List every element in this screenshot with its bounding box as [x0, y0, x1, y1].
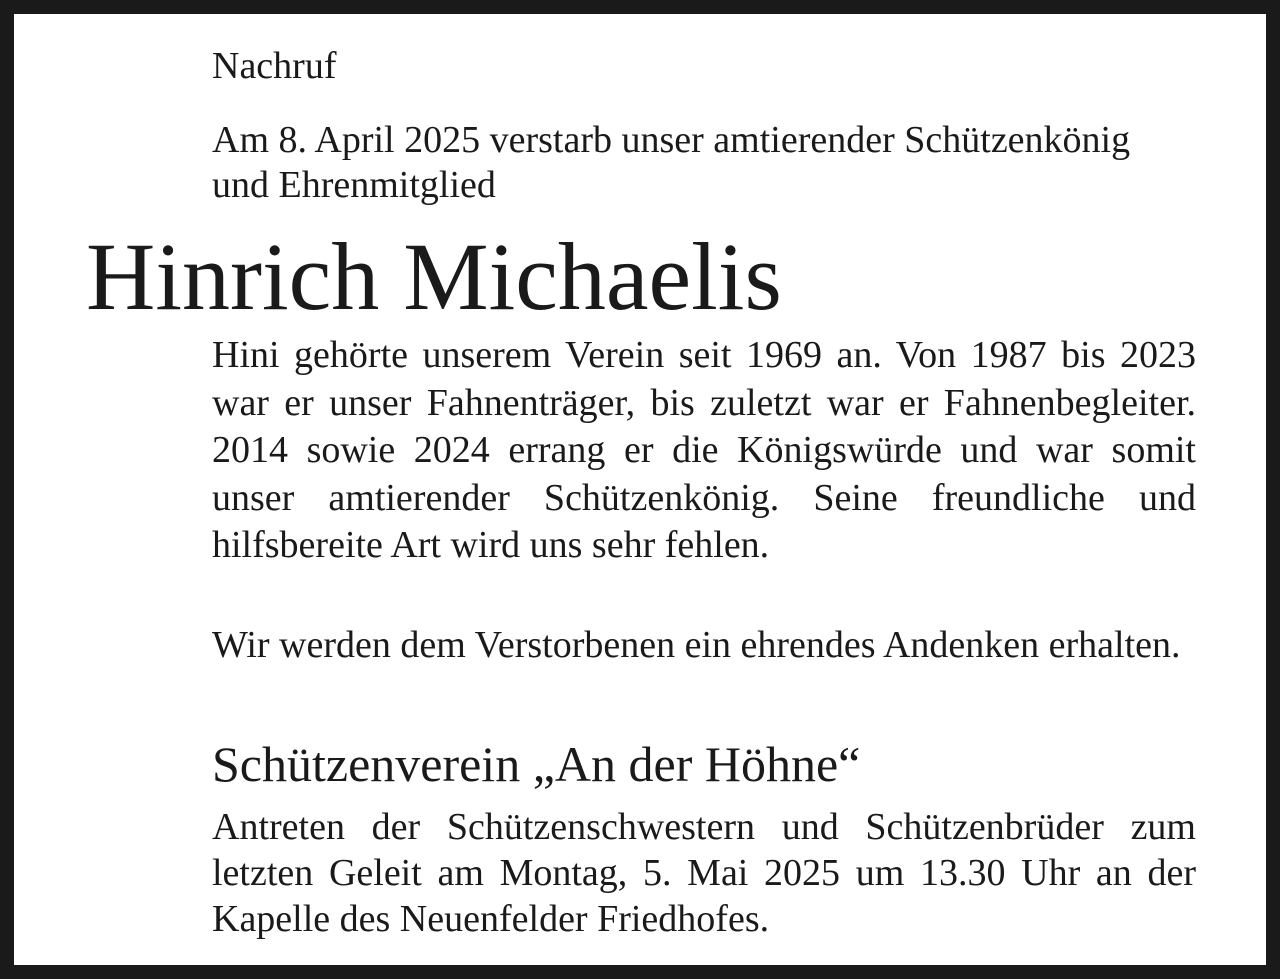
notice-heading: Nachruf	[212, 45, 337, 87]
obituary-notice	[14, 14, 1266, 965]
funeral-details: Antreten der Schützenschwestern und Schützenbrüder zum letzten Geleit am Montag, 5. Mai 2025 um 13.30 Uhr an der Kapelle des Neuenfelder Friedhofes.	[212, 806, 1196, 940]
deceased-name: Hinrich Michaelis	[86, 223, 782, 330]
biography-text: Hini gehörte unserem Verein seit 1969 an. Von 1987 bis 2023 war er unser Fahnenträger, bis zuletzt war er Fahnenbegleiter. 2014 sowie 2024 errang er die Königswürde und war somit unser amtierender Schützenkönig. Seine freundliche und hilfsbereite Art wird uns sehr fehlen.	[212, 334, 1196, 566]
memory-text: Wir werden dem Verstorbenen ein ehrendes Andenken erhalten.	[212, 624, 1181, 666]
intro-text: Am 8. April 2025 verstarb unser amtierender Schützenkönig und Ehrenmitglied	[212, 119, 1131, 206]
club-name: Schützenverein „An der Höhne“	[212, 736, 861, 792]
